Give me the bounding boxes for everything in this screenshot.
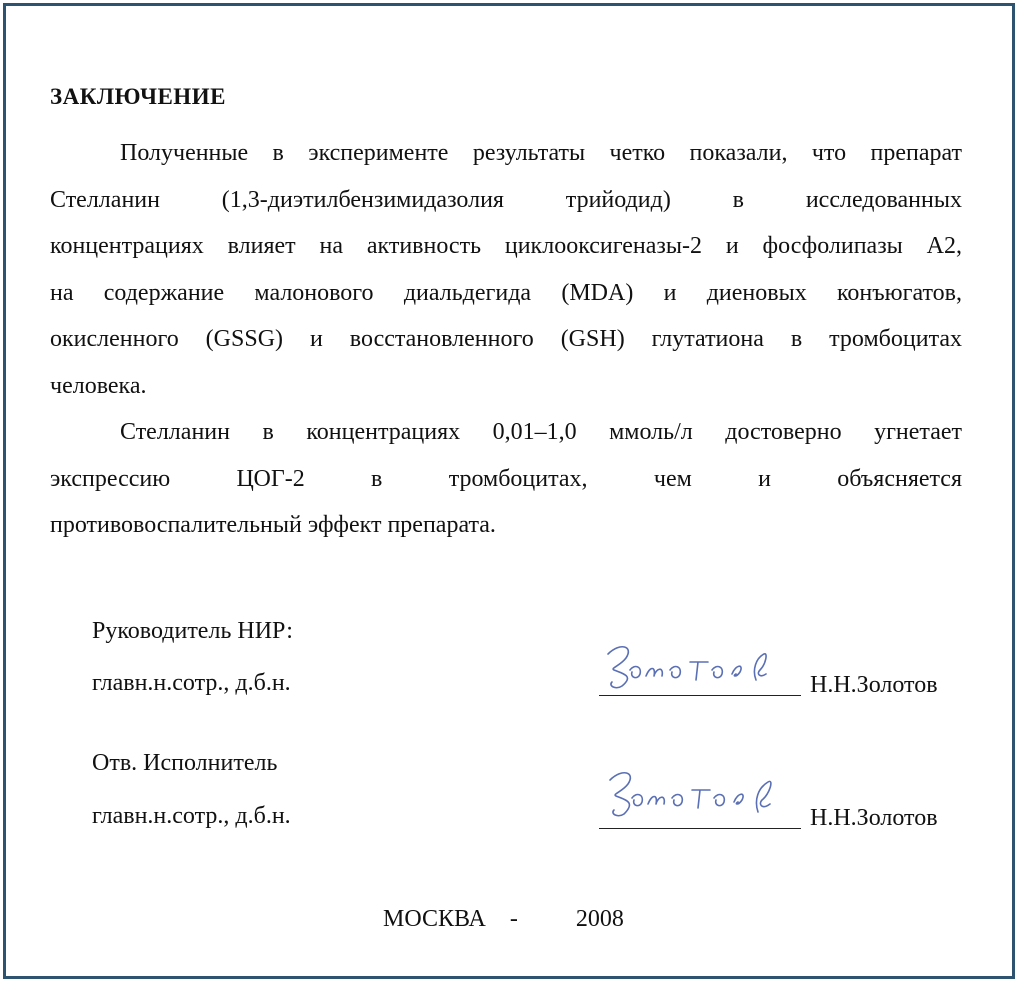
signature-2-line bbox=[599, 803, 801, 829]
paragraph-1-line: на содержание малонового диальдегида (MDA) и диеновых конъюгатов, bbox=[50, 279, 962, 306]
footer-year: 2008 bbox=[575, 906, 624, 932]
signature-1-name: Н.Н.Золотов bbox=[810, 672, 938, 698]
signature-1-title: главн.н.сотр., д.б.н. bbox=[92, 670, 291, 696]
paragraph-2 bbox=[50, 409, 962, 549]
document-body bbox=[50, 130, 962, 549]
paragraph-2-line: экспрессию ЦОГ-2 в тромбоцитах, чем и объясняется bbox=[50, 465, 962, 492]
paragraph-1-line: концентрациях влияет на активность циклооксигеназы-2 и фосфолипазы А2, bbox=[50, 233, 962, 259]
footer-city: МОСКВА bbox=[383, 906, 486, 932]
paragraph-2-line: Стелланин в концентрациях 0,01–1,0 ммоль/л достоверно угнетает bbox=[120, 419, 962, 445]
document-heading: ЗАКЛЮЧЕНИЕ bbox=[50, 84, 226, 109]
paragraph-1-line: Полученные в эксперименте результаты четко показали, что препарат bbox=[120, 140, 962, 166]
paragraph-1-line: человека. bbox=[50, 372, 147, 399]
document-footer bbox=[383, 906, 624, 933]
signature-2-role: Отв. Исполнитель bbox=[92, 750, 278, 776]
footer-separator: - bbox=[509, 906, 518, 932]
signature-2-title: главн.н.сотр., д.б.н. bbox=[92, 803, 291, 829]
paragraph-1-line: Стелланин (1,3-диэтилбензимидазолия трийодид) в исследованных bbox=[50, 186, 962, 213]
paragraph-1-line: окисленного (GSSG) и восстановленного (GSH) глутатиона в тромбоцитах bbox=[50, 326, 962, 352]
paragraph-1 bbox=[50, 130, 962, 409]
paragraph-2-line: противовоспалительный эффект препарата. bbox=[50, 512, 496, 538]
signature-2-name: Н.Н.Золотов bbox=[810, 805, 938, 831]
signature-1-role: Руководитель НИР: bbox=[92, 618, 293, 644]
signature-1-line bbox=[599, 670, 801, 696]
